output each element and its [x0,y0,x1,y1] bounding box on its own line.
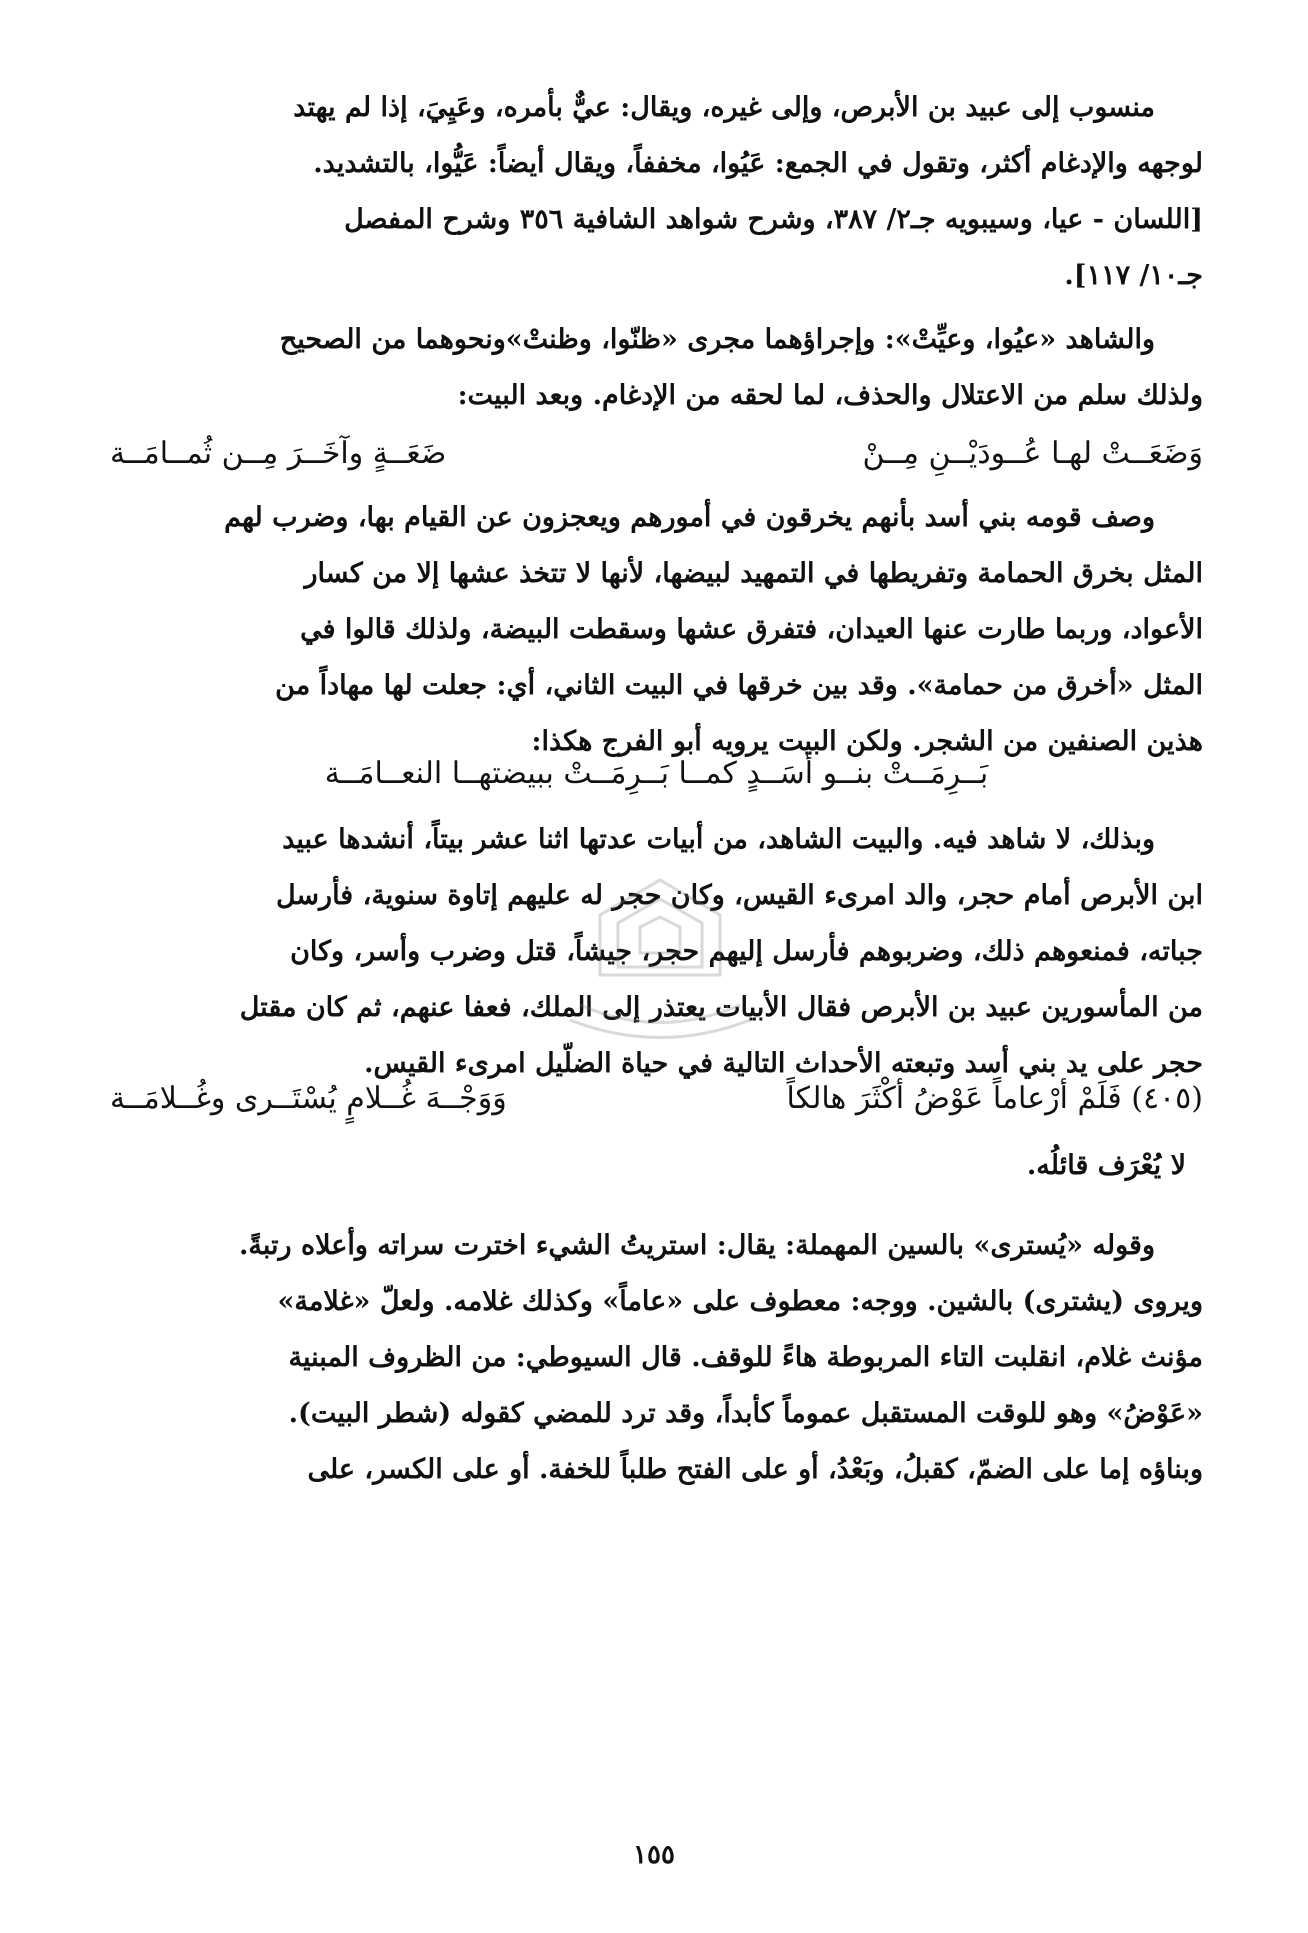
poem-verse-numbered [110,1070,1203,1126]
paragraph-commentary [108,490,1203,770]
text-line: والشاهد «عيُوا، وعيِّتْ»: وإجراؤهما مجرى «ظنّوا، وظنتْ»ونحوهما من الصحيح [279,324,1155,355]
verse-second-hemistich: وَوَجْــهَ غُــلامٍ يُسْتَــرى وغُــلامَــة [110,1080,507,1116]
verse-first-hemistich: (٤٠٥) فَلَمْ أرْعاماً عَوْضُ أكْثَرَ هالكاً [786,1080,1203,1116]
paragraph-evidence [108,312,1203,424]
text-line: جـ١٠/ ١١٧]. [1064,260,1203,291]
text-line: ولذلك سلم من الاعتلال والحذف، لما لحقه من الإدغام. وبعد البيت: [457,380,1203,411]
poem-verse [110,425,1203,481]
text-line: مؤنث غلام، انقلبت التاء المربوطة هاءً للوقف. قال السيوطي: من الظروف المبنية [288,1342,1203,1373]
text-line: «عَوْضُ» وهو للوقت المستقبل عموماً كأبداً، وقد ترد للمضي كقوله (شطر البيت). [288,1398,1203,1429]
text-line: [اللسان - عيا، وسيبويه جـ٢/ ٣٨٧، وشرح شواهد الشافية ٣٥٦ وشرح المفصل [344,204,1203,235]
text-line: وبذلك، لا شاهد فيه. والبيت الشاهد، من أبيات عدتها اثنا عشر بيتاً، أنشدها عبيد [282,824,1155,855]
paragraph-grammar [108,1218,1203,1498]
text-line: الأعواد، وربما طارت عنها العيدان، فتفرق عشها وسقطت البيضة، ولذلك قالوا في [300,614,1203,645]
text-line: المثل «أخرق من حمامة». وقد بين خرقها في البيت الثاني، أي: جعلت لها مهاداً من [275,670,1203,701]
text-line: حجر على يد بني أسد وتبعته الأحداث التالية في حياة الضلّيل امرىء القيس. [364,1048,1203,1079]
text-line: ابن الأبرص أمام حجر، والد امرىء القيس، وكان حجر له عليهم إتاوة سنوية، فأرسل [275,880,1203,911]
text-line: هذين الصنفين من الشجر. ولكن البيت يرويه أبو الفرج هكذا: [531,726,1203,757]
text-line: وصف قومه بني أسد بأنهم يخرقون في أمورهم ويعجزون عن القيام بها، وضرب لهم [224,502,1155,533]
poem-verse [110,745,1203,801]
text-line: منسوب إلى عبيد بن الأبرص، وإلى غيره، ويقال: عيٌّ بأمره، وعَيِيَ، إذا لم يهتد [293,92,1155,123]
text-line: لوجهه والإدغام أكثر، وتقول في الجمع: عَيُوا، مخففاً، ويقال أيضاً: عَيُّوا، بالتشديد. [313,148,1203,179]
attribution-note: لا يُعْرَف قائلُه. [1026,1150,1186,1181]
verse-first-hemistich: وَضَعَــتْ لهـا عُــودَيْــنِ مِــنْ [862,435,1203,471]
seal-emblem-icon [540,855,780,1055]
text-line: وبناؤه إما على الضمّ، كقبلُ، وبَعْدُ، أو على الفتح طلباً للخفة. أو على الكسر، على [307,1454,1203,1485]
paragraph-footnote-sources [108,80,1203,304]
text-line: وقوله «يُسترى» بالسين المهملة: يقال: استريتُ الشيء اخترت سراته وأعلاه رتبةً. [239,1230,1155,1261]
text-line: من المأسورين عبيد بن الأبرص فقال الأبيات يعتذر إلى الملك، فعفا عنهم، ثم كان مقتل [239,992,1203,1023]
verse-full-line: بَــرِمَــتْ بنــو أسَــدٍ كمــا بَــرِمَــتْ ببيضتهــا النعــامَــة [324,755,989,791]
text-line: ويروى (يشترى) بالشين. ووجه: معطوف على «عاماً» وكذلك غلامه. ولعلّ «غلامة» [277,1286,1203,1317]
verse-second-hemistich: ضَعَــةٍ وآخَــرَ مِــن ثُمــامَــة [110,435,447,471]
text-line: جباته، فمنعوهم ذلك، وضربوهم فأرسل إليهم حجر، جيشاً، قتل وضرب وأسر، وكان [290,936,1203,967]
page-number: ١٥٥ [633,1840,675,1870]
text-line: المثل بخرق الحمامة وتفريطها في التمهيد لبيضها، لأنها لا تتخذ عشها إلا من كسار [304,558,1203,589]
